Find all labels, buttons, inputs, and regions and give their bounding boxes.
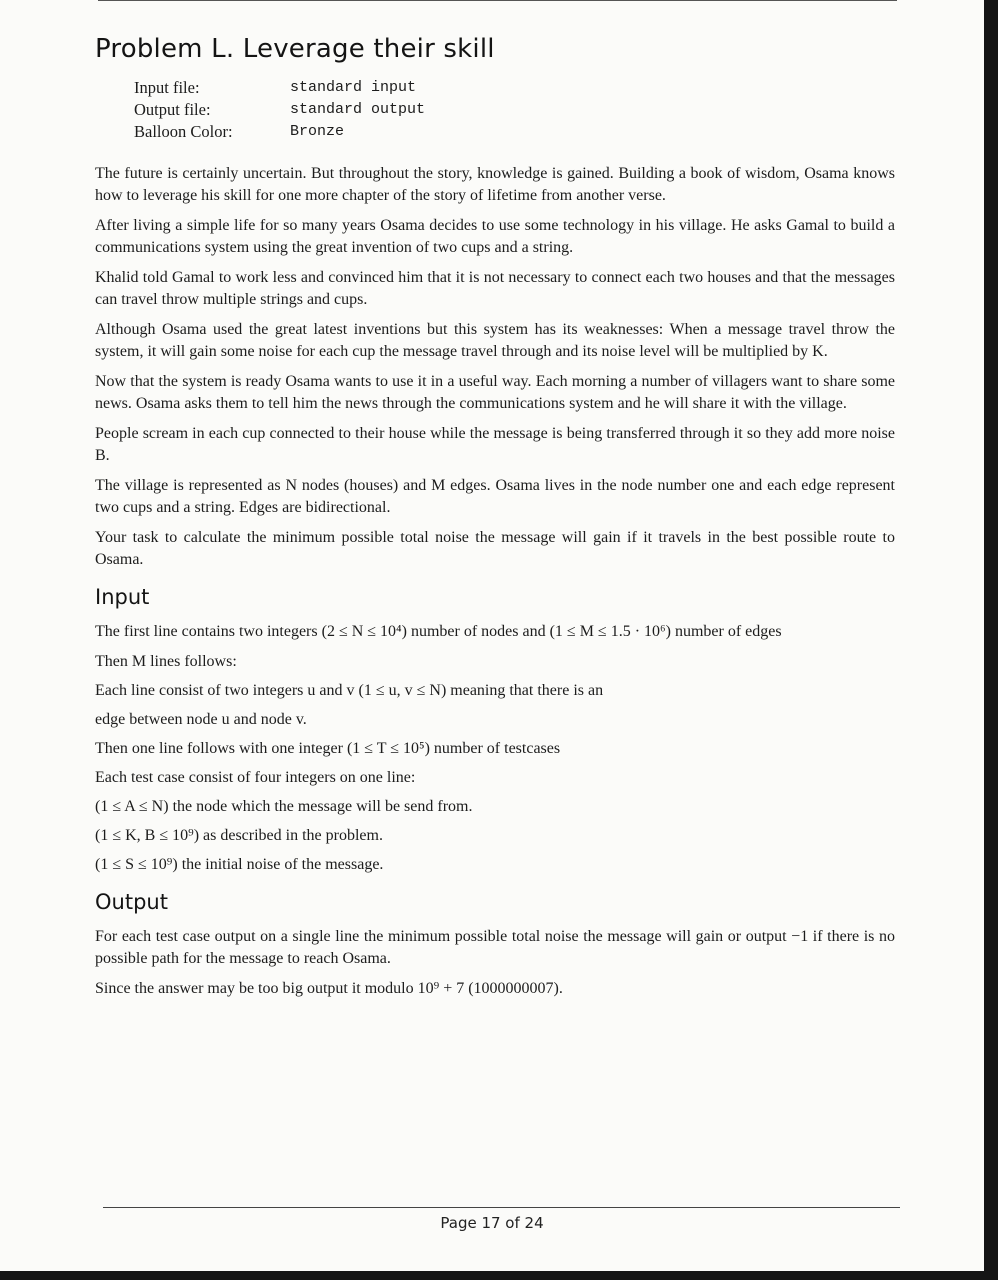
problem-content <box>95 34 895 1008</box>
statement-paragraph: Now that the system is ready Osama wants to use it in a useful way. Each morning a number of villagers want to share some news. Osama asks them to tell him the news through the communications system and he will share it with the village. <box>95 373 895 412</box>
problem-title: Problem L. Leverage their skill <box>95 34 495 64</box>
scan-edge-right <box>984 0 998 1280</box>
scan-edge-bottom <box>0 1271 998 1280</box>
input-file-label: Input file: <box>134 78 200 97</box>
input-section <box>95 621 895 876</box>
input-paragraph: edge between node u and node v. <box>95 711 307 728</box>
input-paragraph: (1 ≤ A ≤ N) the node which the message will be send from. <box>95 798 473 815</box>
output-file-value: standard output <box>290 101 426 118</box>
input-paragraph: The first line contains two integers (2 ≤ N ≤ 10⁴) number of nodes and (1 ≤ M ≤ 1.5 · 10⁶) number of edges <box>95 623 782 640</box>
statement-section <box>95 163 895 571</box>
input-file-value: standard input <box>290 79 417 96</box>
input-paragraph: Each test case consist of four integers on one line: <box>95 769 416 786</box>
input-paragraph: Each line consist of two integers u and v (1 ≤ u, v ≤ N) meaning that there is an <box>95 682 604 699</box>
statement-paragraph: Khalid told Gamal to work less and convinced him that it is not necessary to connect each two houses and that the messages can travel throw multiple strings and cups. <box>95 269 895 308</box>
output-paragraph: Since the answer may be too big output it modulo 10⁹ + 7 (1000000007). <box>95 980 563 997</box>
statement-paragraph: People scream in each cup connected to their house while the message is being transferred through it so they add more noise B. <box>95 425 895 464</box>
output-paragraph: For each test case output on a single line the minimum possible total noise the message will gain or output −1 if there is no possible path for the message to reach Osama. <box>95 928 895 967</box>
bottom-rule <box>103 1207 900 1208</box>
top-rule <box>98 0 897 1</box>
statement-paragraph: Your task to calculate the minimum possible total noise the message will gain if it travels in the best possible route to Osama. <box>95 529 895 568</box>
output-file-label: Output file: <box>134 100 211 119</box>
input-paragraph: Then M lines follows: <box>95 653 237 670</box>
balloon-color-value: Bronze <box>290 123 345 140</box>
balloon-color-label: Balloon Color: <box>134 122 233 141</box>
page-number: Page 17 of 24 <box>440 1214 544 1232</box>
statement-paragraph: After living a simple life for so many years Osama decides to use some technology in his village. He asks Gamal to build a communications system using the great invention of two cups and a string. <box>95 217 895 256</box>
output-heading: Output <box>95 890 168 914</box>
input-paragraph: (1 ≤ S ≤ 10⁹) the initial noise of the message. <box>95 856 384 873</box>
output-section <box>95 926 895 1000</box>
statement-paragraph: The future is certainly uncertain. But throughout the story, knowledge is gained. Building a book of wisdom, Osama knows how to leverage his skill for one more chapter of the story of lifetime from another verse. <box>95 165 895 204</box>
input-paragraph: (1 ≤ K, B ≤ 10⁹) as described in the problem. <box>95 827 383 844</box>
input-heading: Input <box>95 585 150 609</box>
io-meta-table <box>134 78 895 142</box>
statement-paragraph: The village is represented as N nodes (houses) and M edges. Osama lives in the node number one and each edge represent two cups and a string. Edges are bidirectional. <box>95 477 895 516</box>
input-paragraph: Then one line follows with one integer (1 ≤ T ≤ 10⁵) number of testcases <box>95 740 561 757</box>
statement-paragraph: Although Osama used the great latest inventions but this system has its weaknesses: When a message travel throw the system, it will gain some noise for each cup the message travel through and its noise level will be multiplied by K. <box>95 321 895 360</box>
